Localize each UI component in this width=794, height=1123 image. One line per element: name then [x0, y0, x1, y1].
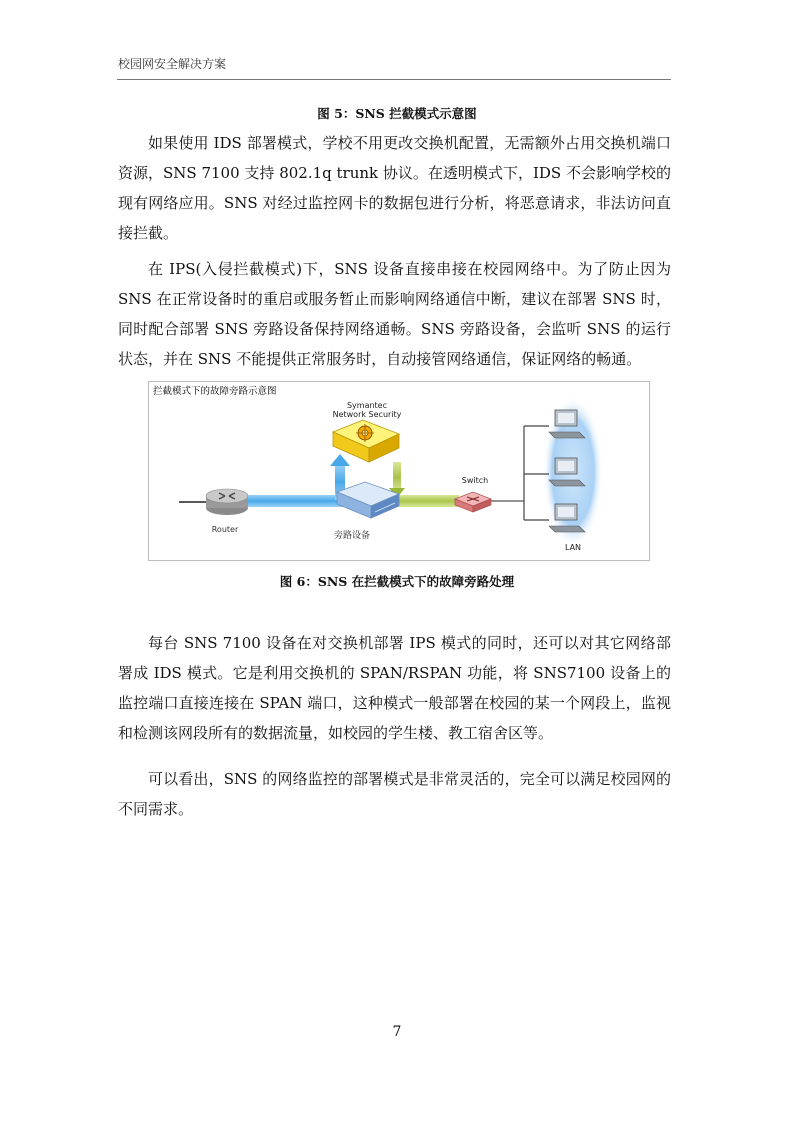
paragraph-conclusion: 可以看出，SNS 的网络监控的部署模式是非常灵活的，完全可以满足校园网的不同需求。: [118, 770, 671, 818]
pipe-router-bypass: [247, 495, 347, 507]
diagram-title: 拦截模式下的故障旁路示意图: [153, 386, 277, 397]
figure-5-caption: 图 5：SNS 拦截模式示意图: [317, 106, 477, 121]
switch-icon: [455, 492, 491, 512]
router-icon: [206, 489, 248, 515]
pipe-down-from-sns: [393, 462, 401, 492]
symantec-label: Symantec: [346, 401, 388, 410]
page-number: 7: [392, 1024, 402, 1040]
header-divider: [117, 79, 671, 80]
bypass-device-icon: [337, 482, 399, 518]
switch-label: Switch: [461, 476, 489, 485]
arrow-up-icon: [330, 454, 350, 466]
lan-label: LAN: [564, 543, 582, 552]
router-label: Router: [211, 525, 239, 534]
network-security-label: Network Security: [332, 410, 402, 419]
figure-6-caption: 图 6：SNS 在拦截模式下的故障旁路处理: [279, 574, 515, 589]
bypass-label: 旁路设备: [333, 531, 371, 541]
running-header: 校园网安全解决方案: [118, 57, 227, 71]
paragraph-ips-mode: 在 IPS(入侵拦截模式)下，SNS 设备直接串接在校园网络中。为了防止因为 SNS 在正常设备时的重启或服务暂止而影响网络通信中断，建议在部署 SNS 时，同时配合部署 SNS 旁路设备保持网络通畅。SNS 旁路设备，会监听 SNS 的运行状态，并在 SNS 不能提供正常服务时，自动接管网络通信，保证网络的畅通。: [118, 260, 671, 368]
bypass-diagram: [149, 382, 649, 560]
pipe-bypass-switch: [399, 495, 459, 507]
paragraph-ids-mode: 如果使用 IDS 部署模式，学校不用更改交换机配置，无需额外占用交换机端口资源，SNS 7100 支持 802.1q trunk 协议。在透明模式下，IDS 不会影响学校的现有网络应用。SNS 对经过监控网卡的数据包进行分析，将恶意请求，非法访问直接拦截。: [118, 134, 671, 242]
figure-6-diagram: [148, 381, 650, 561]
paragraph-span-mode: 每台 SNS 7100 设备在对交换机部署 IPS 模式的同时，还可以对其它网络部署成 IDS 模式。它是利用交换机的 SPAN/RSPAN 功能，将 SNS7100 设备上的监控端口直接连接在 SPAN 端口，这种模式一般部署在校园的某一个网段上，监视和检测该网段所有的数据流量，如校园的学生楼、教工宿舍区等。: [118, 634, 671, 742]
sns-device-icon: [333, 420, 399, 462]
